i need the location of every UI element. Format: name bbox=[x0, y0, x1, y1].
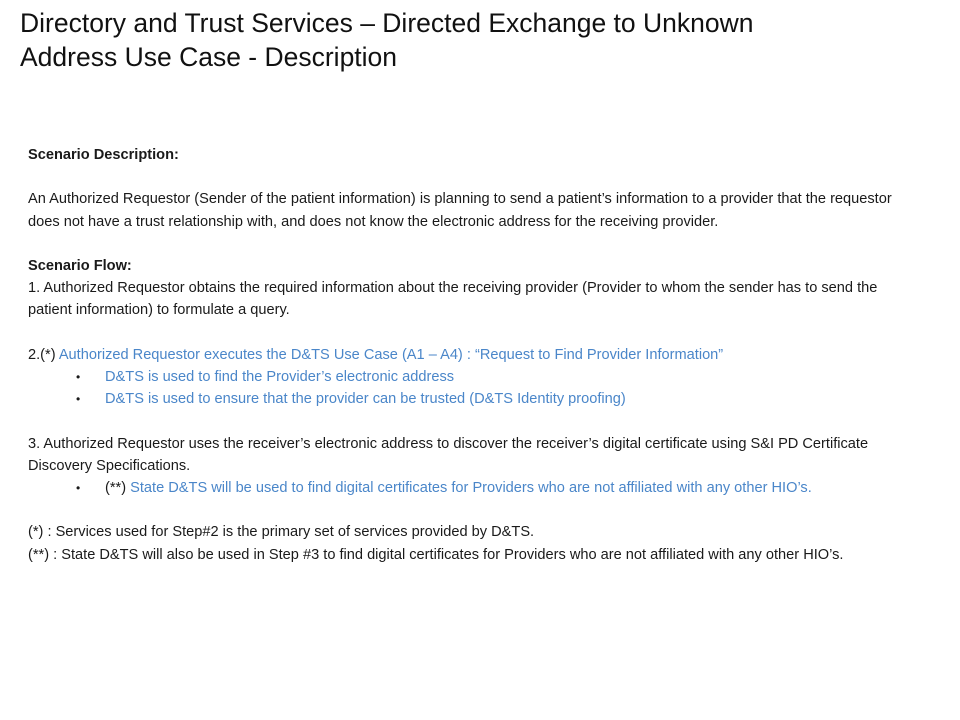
bullet-icon: • bbox=[76, 392, 81, 407]
spacer bbox=[28, 410, 908, 432]
scenario-flow-heading: Scenario Flow: bbox=[28, 257, 132, 274]
spacer bbox=[28, 233, 908, 255]
flow-step-2-bullets bbox=[28, 366, 908, 410]
slide-title bbox=[20, 6, 940, 74]
scenario-description-heading: Scenario Description: bbox=[28, 147, 179, 163]
flow-step-1: 1. Authorized Requestor obtains the required information about the receiving provider (Provider to whom the sender has to send the patient information) to formulate a query. bbox=[28, 280, 878, 319]
slide-body bbox=[28, 144, 908, 566]
list-item bbox=[28, 388, 908, 410]
slide-title-line-1: Directory and Trust Services – Directed Exchange to Unknown bbox=[20, 8, 754, 38]
footnote-1: (*) : Services used for Step#2 is the primary set of services provided by D&TS. bbox=[28, 524, 535, 541]
flow-step-3-bullets bbox=[28, 477, 908, 499]
bullet-text: State D&TS will be used to find digital certificates for Providers who are not affiliated with any other HIO’s. bbox=[130, 479, 812, 496]
bullet-prefix: (**) bbox=[105, 479, 131, 496]
bullet-icon: • bbox=[76, 480, 81, 495]
footnote-2: (**) : State D&TS will also be used in Step #3 to find digital certificates for Providers who are not affiliated with any other HIO’s. bbox=[28, 546, 844, 563]
flow-step-2-text: Authorized Requestor executes the D&TS Use Case (A1 – A4) : “Request to Find Provider Information” bbox=[58, 346, 724, 363]
bullet-text: D&TS is used to ensure that the provider can be trusted (D&TS Identity proofing) bbox=[105, 391, 626, 408]
spacer bbox=[28, 499, 908, 521]
list-item bbox=[28, 477, 908, 499]
bullet-icon: • bbox=[76, 369, 81, 384]
flow-step-2-prefix: 2.(*) bbox=[28, 346, 59, 363]
bullet-text: D&TS is used to find the Provider’s electronic address bbox=[105, 368, 455, 385]
slide-title-line-2: Address Use Case - Description bbox=[20, 42, 398, 72]
scenario-description-text: An Authorized Requestor (Sender of the patient information) is planning to send a patient’s information to a provider that the requestor does not have a trust relationship with, and does not know the electronic address for the receiving provider. bbox=[28, 191, 892, 230]
spacer bbox=[28, 166, 908, 188]
spacer bbox=[28, 322, 908, 344]
flow-step-3: 3. Authorized Requestor uses the receiver’s electronic address to discover the receiver’s digital certificate using S&I PD Certificate Discovery Specifications. bbox=[28, 435, 869, 474]
flow-step-2 bbox=[28, 344, 908, 366]
list-item bbox=[28, 366, 908, 388]
